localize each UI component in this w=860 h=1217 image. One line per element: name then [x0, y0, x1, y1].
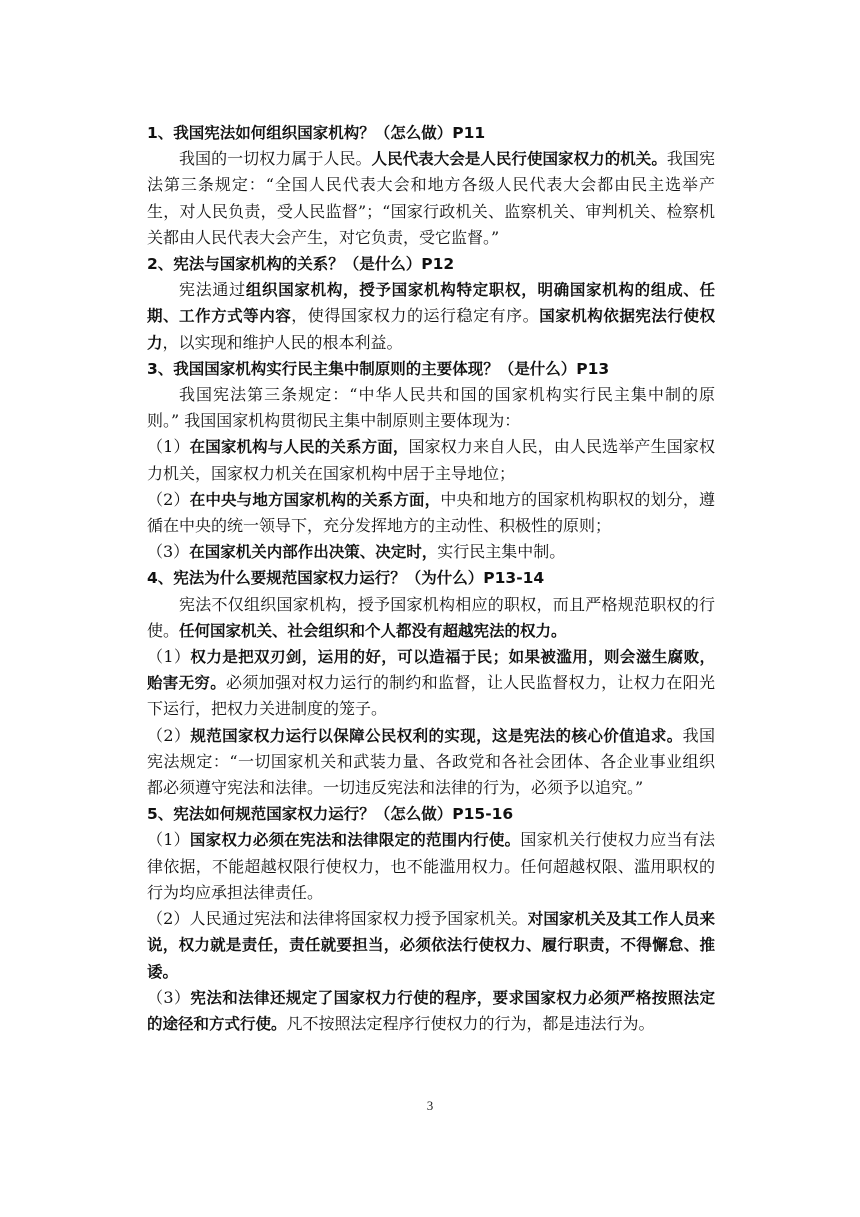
item-number: （2）	[147, 489, 190, 509]
bold-run: 宪法和法律还规定了国家权力行使的程序，要求国家权力必须严格按照法定的途径和方式行使。	[147, 988, 715, 1033]
section-heading-3: 3、我国国家机构实行民主集中制原则的主要体现？（是什么）P13	[147, 359, 610, 378]
section-4-paragraph	[147, 592, 715, 644]
section-heading-5: 5、宪法如何规范国家权力运行？（怎么做）P15-16	[147, 805, 514, 824]
section-heading-2: 2、宪法与国家机构的关系？（是什么）P12	[147, 255, 455, 274]
item-number: （2）	[147, 725, 191, 745]
text-run: 我国宪法规定：“一切国家机关和武装力量、各政党和各社会团体、各企业事业组织都必须遵守宪法和法律。一切违反宪法和法律的行为，必须予以追究。”	[147, 725, 715, 798]
bold-run: 任何国家机关、社会组织和个人都没有超越宪法的权力。	[179, 621, 567, 640]
item-number: （1）	[147, 437, 190, 457]
text-run: ，使得国家权力的运行稳定有序。	[291, 306, 540, 326]
section-5-item-2	[147, 906, 715, 985]
text-run: 必须加强对权力运行的制约和监督，让人民监督权力，让权力在阳光下运行，把权力关进制度的笼子。	[147, 673, 715, 719]
bold-run: 组织国家机构，授予国家机构特定职权，明确国家机构的组成、任期、工作方式等内容	[147, 281, 715, 326]
text-run: 我国的一切权力属于人民。	[179, 149, 372, 169]
section-2-paragraph	[147, 277, 715, 356]
document-body	[147, 120, 715, 1037]
item-number: （1）	[147, 647, 191, 667]
item-number: （1）	[147, 830, 190, 850]
section-4-item-2	[147, 723, 715, 802]
item-number: （3）	[147, 987, 191, 1007]
text-run: 人民通过宪法和法律将国家权力授予国家机关。	[189, 909, 528, 929]
bold-run: 权力是把双刃剑，运用的好，可以造福于民；如果被滥用，则会滋生腐败，贻害无穷。	[147, 648, 715, 693]
bold-run: 在中央与地方国家机构的关系方面，	[189, 490, 441, 509]
text-run: 凡不按照法定程序行使权力的行为，都是违法行为。	[286, 1013, 655, 1033]
page-number: 3	[426, 1098, 434, 1113]
text-run: 我国宪法第三条规定：“全国人民代表大会和地方各级人民代表大会都由民主选举产生，对人民负责，受人民监督”；“国家行政机关、监察机关、审判机关、检察机关都由人民代表大会产生，对它负责，受它监督。”	[147, 149, 715, 247]
item-number: （3）	[147, 542, 190, 562]
section-3-paragraph	[147, 382, 715, 434]
bold-run: 对国家机关及其工作人员来说，权力就是责任，责任就要担当，必须依法行使权力、履行职责，不得懈怠、推诿。	[147, 910, 715, 981]
section-5-item-1	[147, 827, 715, 906]
bold-run: 人民代表大会是人民行使国家权力的机关。	[371, 150, 667, 169]
section-3-item-1	[147, 434, 715, 486]
item-number: （2）	[147, 909, 190, 929]
text-run: 实行民主集中制。	[437, 542, 566, 562]
text-run: 国家机关行使权力应当有法律依据，不能超越权限行使权力，也不能滥用权力。任何超越权限、滥用职权的行为均应承担法律责任。	[147, 830, 715, 902]
text-run: ，以实现和维护人民的根本利益。	[162, 332, 403, 352]
bold-run: 国家权力必须在宪法和法律限定的范围内行使。	[189, 831, 521, 850]
section-5-item-3	[147, 985, 715, 1037]
bold-run: 在国家机关内部作出决策、决定时，	[189, 543, 438, 562]
text-run: 宪法不仅组织国家机构，授予国家机构相应的职权，而且严格规范职权的行使。	[147, 594, 715, 640]
section-4-item-1	[147, 644, 715, 723]
section-3-item-2	[147, 487, 715, 539]
bold-run: 规范国家权力运行以保障公民权利的实现，这是宪法的核心价值追求。	[190, 726, 683, 745]
text-run: 中央和地方的国家机构职权的划分，遵循在中央的统一领导下，充分发挥地方的主动性、积极性的原则；	[147, 489, 715, 536]
section-1-paragraph	[147, 146, 715, 251]
bold-run: 在国家机构与人民的关系方面，	[189, 438, 409, 457]
section-3-item-3	[147, 539, 715, 565]
bold-run: 国家机构依据宪法行使权力	[147, 307, 715, 352]
section-heading-1: 1、我国宪法如何组织国家机构？（怎么做）P11	[147, 124, 486, 142]
text-run: 宪法通过	[179, 280, 246, 300]
text-run: 我国宪法第三条规定：“中华人民共和国的国家机构实行民主集中制的原则。” 我国国家机构贯彻民主集中制原则主要体现为：	[147, 385, 715, 431]
text-run: 国家权力来自人民，由人民选举产生国家权力机关，国家权力机关在国家机构中居于主导地位；	[147, 437, 715, 483]
section-heading-4: 4、宪法为什么要规范国家权力运行？（为什么）P13-14	[147, 569, 545, 588]
